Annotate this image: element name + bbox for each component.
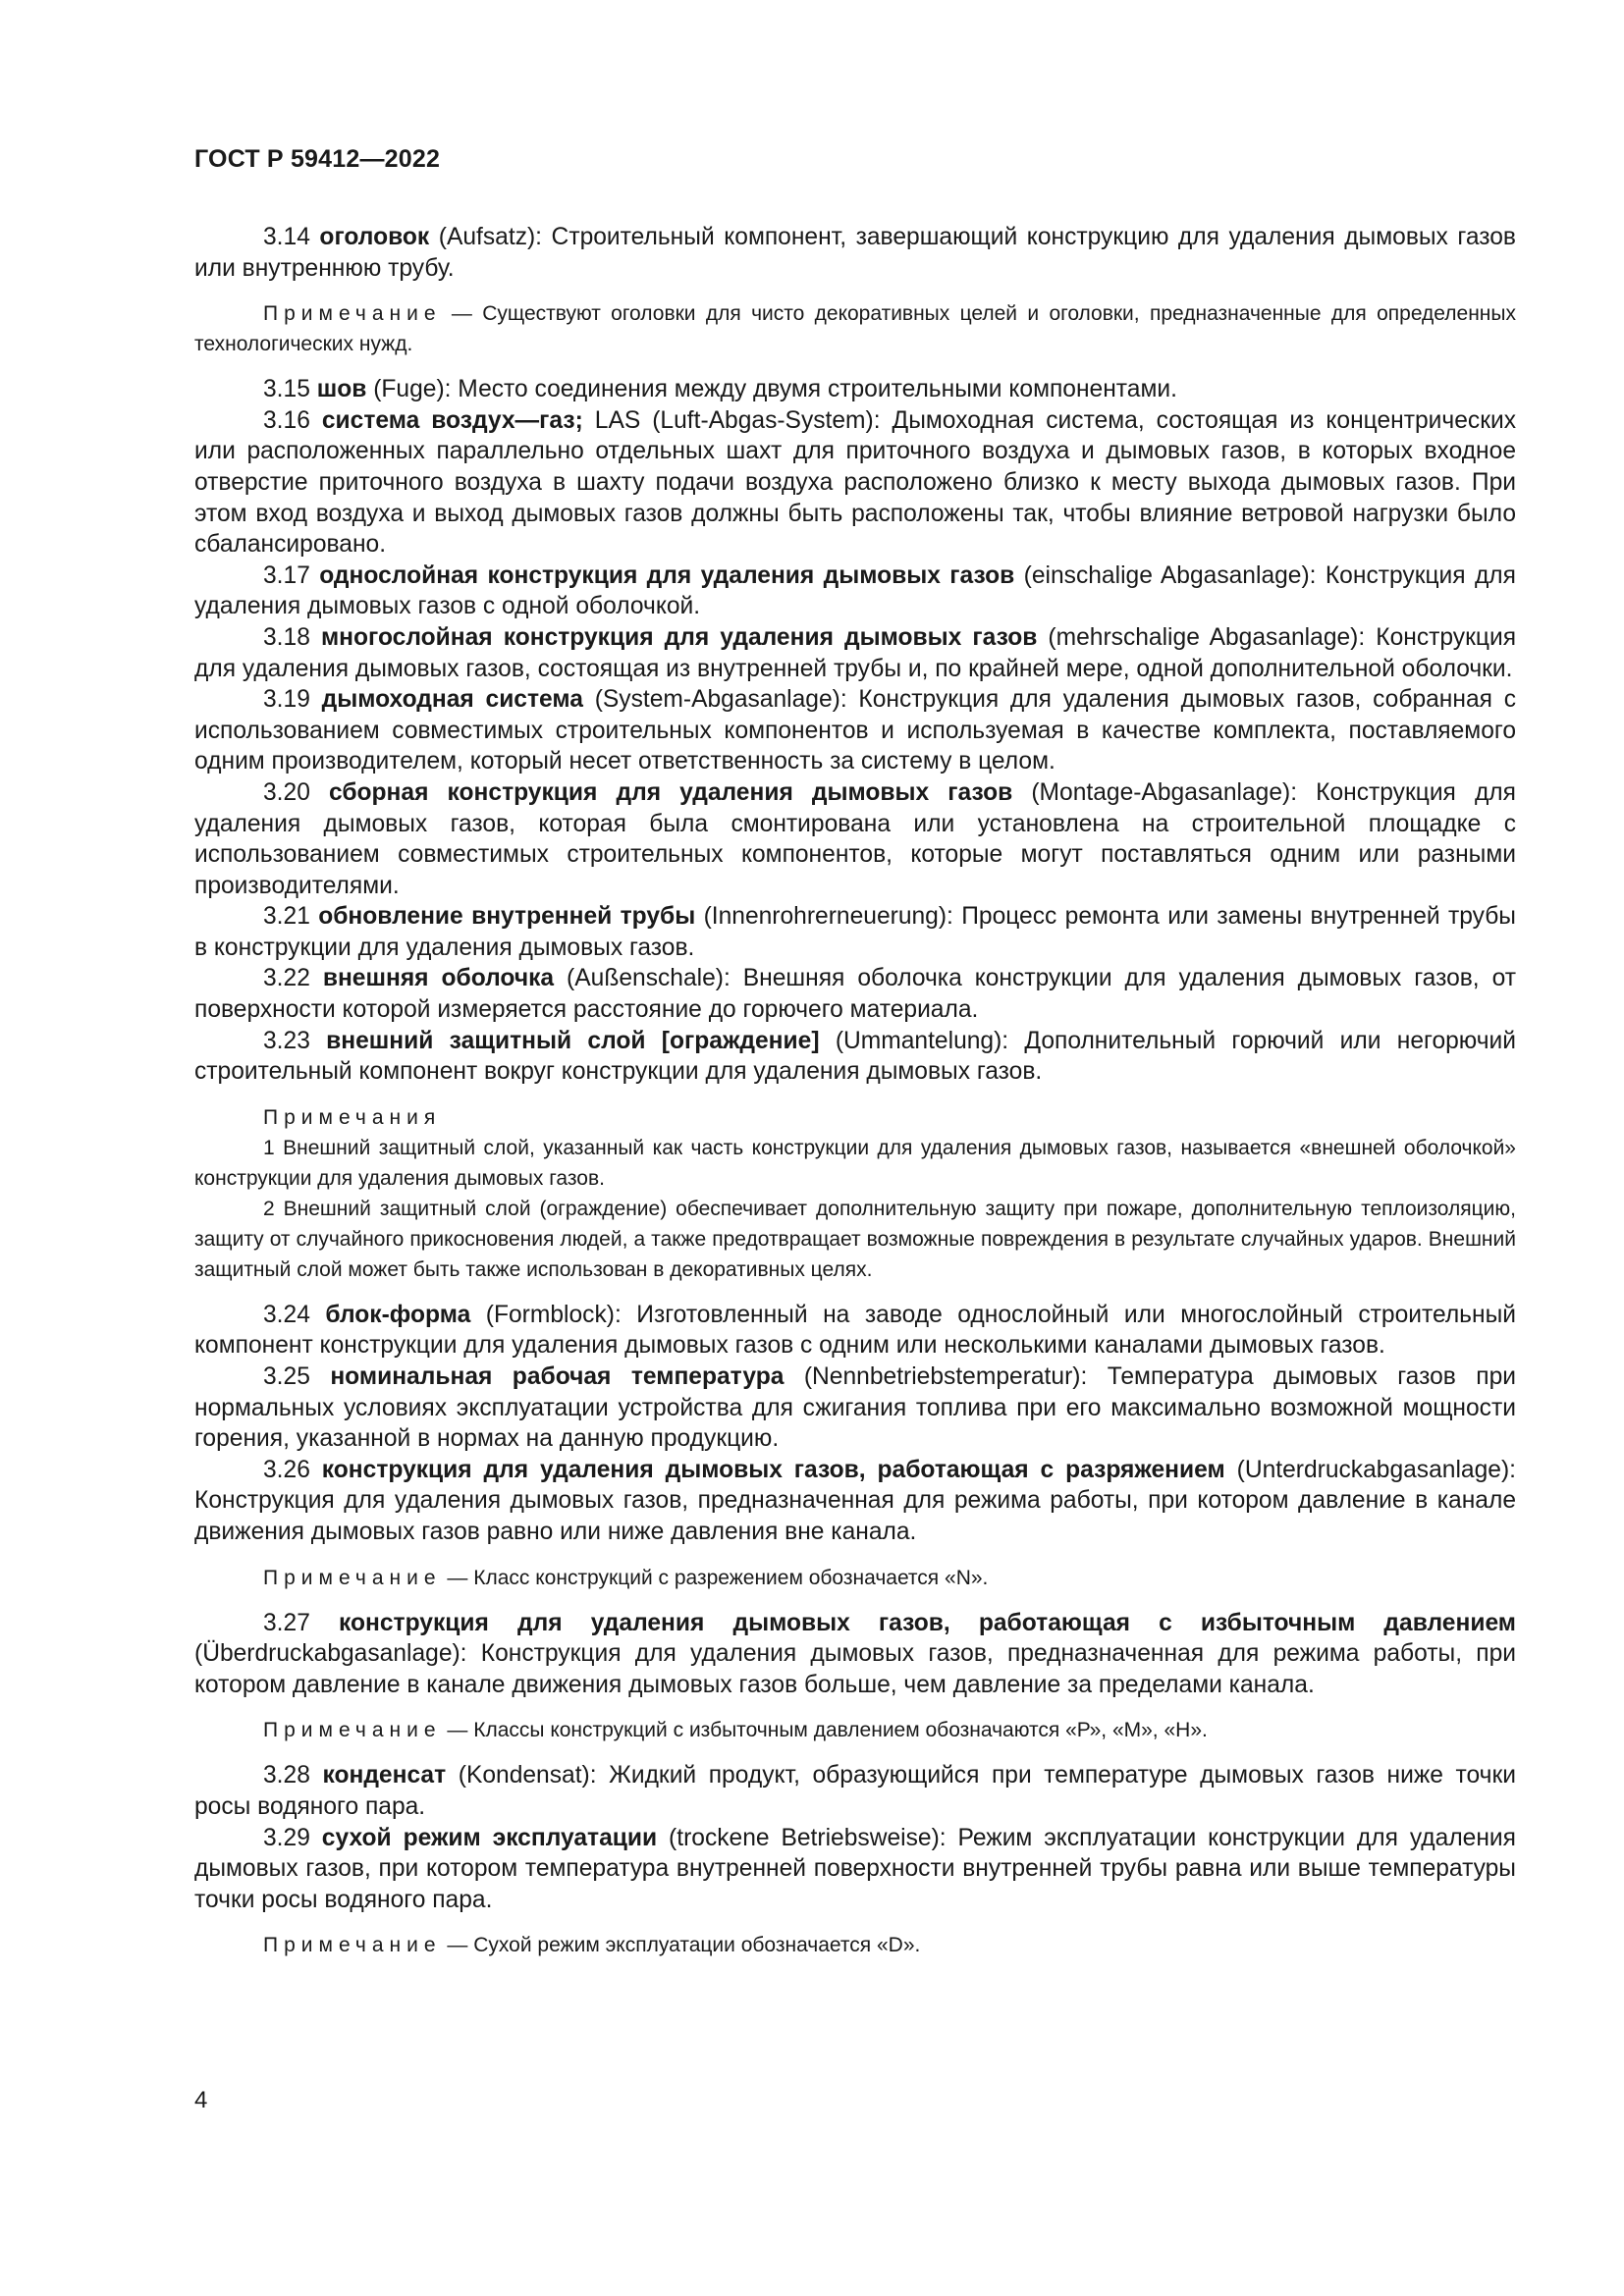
term-name: конструкция для удаления дымовых газов, работающая с избыточным давлением bbox=[339, 1609, 1516, 1636]
term-number: 3.25 bbox=[263, 1363, 310, 1391]
term-number: 3.18 bbox=[263, 623, 310, 651]
term-name: внешняя оболочка bbox=[322, 965, 555, 992]
term-number: 3.22 bbox=[263, 965, 310, 992]
term-number: 3.14 bbox=[263, 224, 310, 250]
term-3-20 bbox=[194, 777, 1516, 901]
term-definition: (Formblock): Изготовленный на заводе однослойный или многослойный строительный компонент конструкции для удаления дымовых газов с одним или несколькими каналами дымовых газов. bbox=[194, 1301, 1516, 1360]
term-name: внешний защитный слой [ограждение] bbox=[326, 1027, 820, 1054]
note-text: — Класс конструкций с разрежением обозначается «N». bbox=[447, 1566, 989, 1589]
note-label: Примечание bbox=[263, 302, 442, 326]
term-3-18 bbox=[194, 622, 1516, 684]
term-number: 3.24 bbox=[263, 1301, 310, 1328]
note-text: — Классы конструкций с избыточным давлением обозначаются «Р», «М», «Н». bbox=[447, 1719, 1208, 1742]
note-text: — Существуют оголовки для чисто декоративных целей и оголовки, предназначенные для определенных технологических нужд. bbox=[194, 302, 1516, 356]
term-definition: (Außenschale): Внешняя оболочка конструкции для удаления дымовых газов, от поверхности которой измеряется расстояние до горючего материала. bbox=[194, 965, 1516, 1024]
term-3-19 bbox=[194, 684, 1516, 777]
term-name: конденсат bbox=[322, 1762, 447, 1789]
term-number: 3.29 bbox=[263, 1824, 310, 1851]
term-3-16 bbox=[194, 405, 1516, 561]
term-name: блок-форма bbox=[325, 1301, 471, 1328]
term-definition: (Ummantelung): Дополнительный горючий или негорючий строительный компонент вокруг конструкции для удаления дымовых газов. bbox=[194, 1027, 1516, 1086]
term-name: конструкция для удаления дымовых газов, работающая с разряжением bbox=[321, 1456, 1225, 1483]
note-3-23-1: 1 Внешний защитный слой, указанный как часть конструкции для удаления дымовых газов, называется «внешней оболочкой» конструкции для удаления дымовых газов. bbox=[194, 1136, 1516, 1190]
term-3-29 bbox=[194, 1823, 1516, 1916]
term-3-17 bbox=[194, 561, 1516, 622]
note-label: Примечание bbox=[263, 1719, 442, 1742]
term-name: многослойная конструкция для удаления дымовых газов bbox=[320, 623, 1038, 651]
term-number: 3.28 bbox=[263, 1762, 310, 1789]
term-number: 3.20 bbox=[263, 778, 310, 806]
note-3-14 bbox=[194, 298, 1516, 359]
term-3-28 bbox=[194, 1760, 1516, 1822]
term-number: 3.19 bbox=[263, 686, 310, 714]
term-number: 3.15 bbox=[263, 376, 310, 403]
term-3-27 bbox=[194, 1608, 1516, 1701]
term-name: сборная конструкция для удаления дымовых газов bbox=[328, 778, 1013, 806]
page-number: 4 bbox=[194, 2087, 208, 2113]
note-3-23-2: 2 Внешний защитный слой (ограждение) обеспечивает дополнительную защиту при пожаре, дополнительную теплоизоляцию, защиту от случайного прикосновения людей, а также предотвращает возможные повреждения в результате случайных ударов. Внешний защитный слой может быть также использован в декоративных целях. bbox=[194, 1197, 1516, 1281]
note-3-26 bbox=[194, 1563, 1516, 1593]
term-number: 3.23 bbox=[263, 1027, 310, 1054]
term-definition: (Kondensat): Жидкий продукт, образующийся при температуре дымовых газов ниже точки росы водяного пара. bbox=[194, 1762, 1516, 1820]
term-3-15 bbox=[194, 374, 1516, 405]
term-3-14 bbox=[194, 222, 1516, 284]
term-definition: LAS (Luft-Abgas-System): Дымоходная система, состоящая из концентрических или расположенных параллельно отдельных шахт для приточного воздуха и дымовых газов, в которых входное отверстие приточного воздуха в шахту подачи воздуха расположено близко к месту выхода дымовых газов. При этом вход воздуха и выход дымовых газов должны быть расположены так, чтобы влияние ветровой нагрузки было сбалансировано. bbox=[194, 406, 1516, 559]
term-name: система воздух—газ; bbox=[321, 406, 583, 434]
term-definition: (Aufsatz): Строительный компонент, завершающий конструкцию для удаления дымовых газов или внутреннюю трубу. bbox=[194, 224, 1516, 282]
term-definition: (Nennbetriebstemperatur): Температура дымовых газов при нормальных условиях эксплуатации устройства для сжигания топлива при его максимально возможной мощности горения, указанной в нормах на данную продукцию. bbox=[194, 1363, 1516, 1453]
term-definition: (System-Abgasanlage): Конструкция для удаления дымовых газов, собранная с использованием совместимых строительных компонентов и используемая в качестве комплекта, поставляемого одним производителем, который несет ответственность за систему в целом. bbox=[194, 686, 1516, 775]
term-name: сухой режим эксплуатации bbox=[321, 1824, 658, 1851]
term-definition: (einschalige Abgasanlage): Конструкция для удаления дымовых газов с одной оболочкой. bbox=[194, 561, 1516, 620]
term-3-26 bbox=[194, 1455, 1516, 1548]
term-number: 3.16 bbox=[263, 406, 310, 434]
term-definition: (mehrschalige Abgasanlage): Конструкция для удаления дымовых газов, состоящая из внутренней трубы и, по крайней мере, одной дополнительной оболочки. bbox=[194, 623, 1517, 682]
note-3-29 bbox=[194, 1930, 1516, 1960]
term-number: 3.17 bbox=[263, 561, 310, 589]
term-3-25 bbox=[194, 1362, 1516, 1455]
term-name: однослойная конструкция для удаления дымовых газов bbox=[319, 561, 1015, 589]
note-label: Примечание bbox=[263, 1934, 442, 1957]
term-3-24 bbox=[194, 1300, 1516, 1362]
term-name: обновление внутренней трубы bbox=[318, 903, 696, 931]
notes-heading: Примечания bbox=[263, 1105, 442, 1129]
term-definition: (Innenrohrerneuerung): Процесс ремонта или замены внутренней трубы в конструкции для удаления дымовых газов. bbox=[194, 903, 1516, 961]
term-name: оголовок bbox=[319, 224, 430, 250]
term-3-23 bbox=[194, 1026, 1516, 1088]
term-name: шов bbox=[316, 376, 367, 403]
term-number: 3.21 bbox=[263, 903, 310, 931]
term-definition: (Montage-Abgasanlage): Конструкция для удаления дымовых газов, которая была смонтирована или установлена на строительной площадке с использованием совместимых строительных компонентов, которые могут поставляться одним или разными производителями. bbox=[194, 778, 1516, 899]
document-id-header: ГОСТ Р 59412—2022 bbox=[194, 145, 441, 173]
term-definition: (Fuge): Место соединения между двумя строительными компонентами. bbox=[373, 376, 1177, 403]
term-number: 3.27 bbox=[263, 1609, 310, 1636]
term-3-21 bbox=[194, 901, 1516, 963]
terms-content bbox=[194, 222, 1516, 1960]
term-definition: (Überdruckabgasanlage): Конструкция для удаления дымовых газов, предназначенная для режима работы, при котором давление в канале движения дымовых газов больше, чем давление за пределами канала. bbox=[194, 1640, 1516, 1698]
note-text: — Сухой режим эксплуатации обозначается «D». bbox=[447, 1934, 921, 1957]
term-name: номинальная рабочая температура bbox=[330, 1363, 785, 1391]
term-number: 3.26 bbox=[263, 1456, 310, 1483]
term-name: дымоходная система bbox=[321, 686, 583, 714]
note-3-27 bbox=[194, 1715, 1516, 1745]
term-3-22 bbox=[194, 963, 1516, 1025]
term-definition: (Unterdruckabgasanlage): Конструкция для удаления дымовых газов, предназначенная для режима работы, при котором давление в канале движения дымовых газов равно или ниже давления вне канала. bbox=[194, 1456, 1516, 1545]
term-definition: (trockene Betriebsweise): Режим эксплуатации конструкции для удаления дымовых газов, при котором температура внутренней поверхности внутренней трубы равна или выше температуры точки росы водяного пара. bbox=[194, 1824, 1516, 1913]
note-label: Примечание bbox=[263, 1566, 442, 1589]
